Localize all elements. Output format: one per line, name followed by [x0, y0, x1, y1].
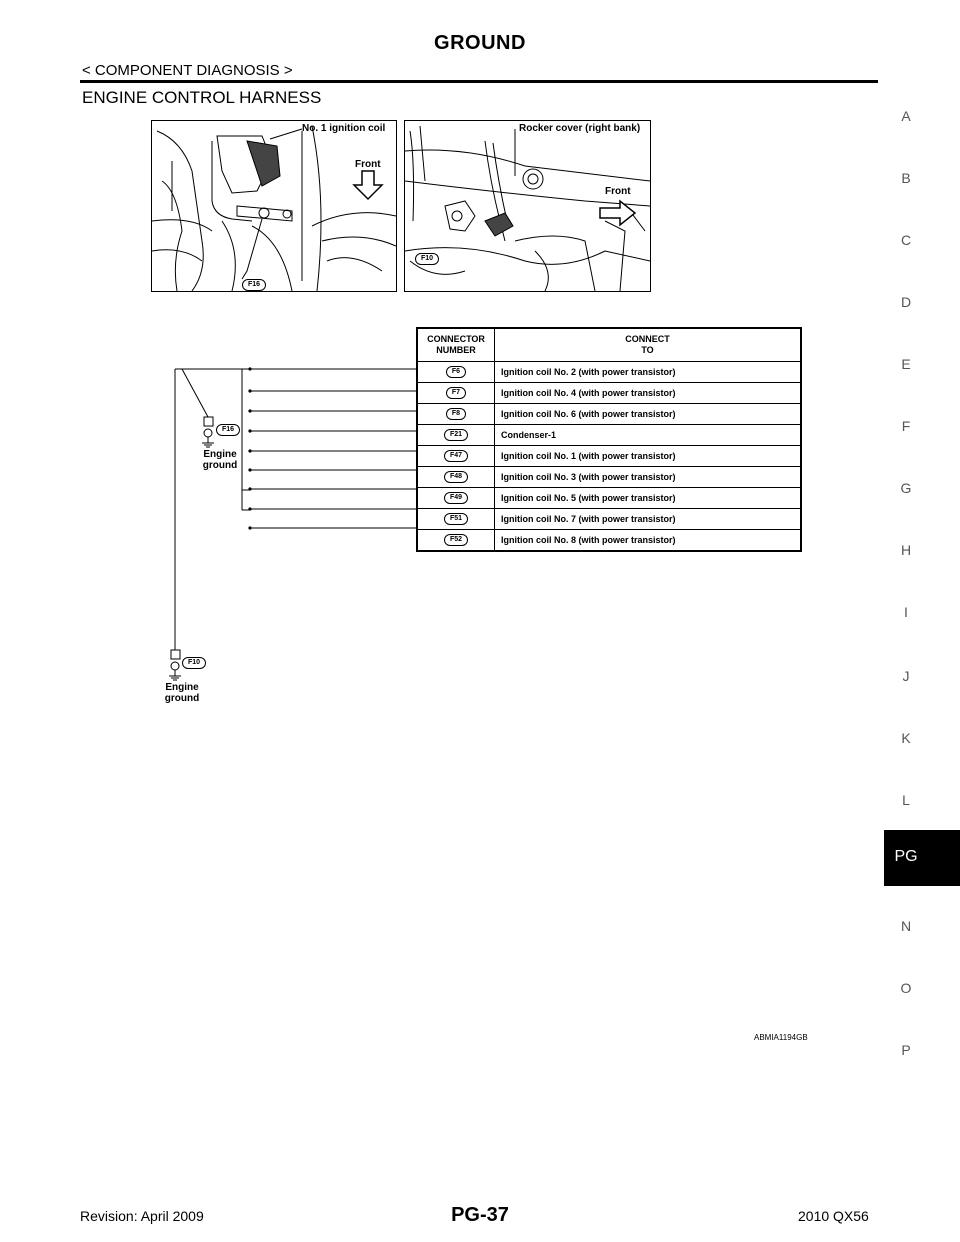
side-index-letter[interactable]: C	[900, 232, 912, 248]
connector-tag: F6	[446, 366, 466, 378]
ground-symbol-f10	[169, 650, 181, 680]
side-index-letter[interactable]: G	[900, 480, 912, 496]
connector-tag: F49	[444, 492, 468, 504]
callout-label: Rocker cover (right bank)	[519, 123, 641, 134]
side-index-letter[interactable]: K	[901, 730, 911, 746]
page-title: GROUND	[434, 32, 526, 54]
engine-illustration-right	[405, 121, 650, 291]
ground-wiring-diagram	[150, 355, 420, 685]
header-rule	[80, 80, 878, 83]
table-row	[418, 487, 800, 508]
ground-symbol-f16	[202, 417, 214, 447]
table-row	[418, 508, 800, 529]
connector-tag: F52	[444, 534, 468, 546]
connector-tag: F51	[444, 513, 468, 525]
connector-tag: F7	[446, 387, 466, 399]
connect-to-cell: Ignition coil No. 1 (with power transistor)	[501, 451, 676, 461]
engine-photo-left	[151, 120, 397, 292]
connect-to-cell: Ignition coil No. 3 (with power transistor)	[501, 472, 676, 482]
table-row	[418, 424, 800, 445]
revision-date: Revision: April 2009	[80, 1208, 204, 1224]
figure-code: ABMIA1194GB	[754, 1033, 808, 1042]
side-index-letter[interactable]: J	[902, 668, 910, 684]
ground-label: Engine ground	[202, 449, 238, 471]
side-index-letter[interactable]: I	[904, 604, 908, 620]
ground-connector-tag: F10	[182, 651, 206, 669]
table-row	[418, 529, 800, 550]
connect-to-cell: Ignition coil No. 5 (with power transistor)	[501, 493, 676, 503]
side-index-letter[interactable]: D	[900, 294, 912, 310]
connect-to-cell: Ignition coil No. 7 (with power transistor)	[501, 514, 676, 524]
connector-table	[416, 327, 802, 552]
table-row	[418, 445, 800, 466]
column-header-connector: CONNECTOR NUMBER	[418, 329, 495, 361]
connect-to-cell: Ignition coil No. 6 (with power transistor)	[501, 409, 676, 419]
table-header-row	[418, 329, 800, 361]
side-index-letter[interactable]: H	[900, 542, 912, 558]
front-label: Front	[605, 186, 631, 197]
connect-to-cell: Ignition coil No. 4 (with power transistor)	[501, 388, 676, 398]
side-index-letter[interactable]: P	[901, 1042, 911, 1058]
section-title: ENGINE CONTROL HARNESS	[82, 88, 322, 107]
connector-tag: F8	[446, 408, 466, 420]
side-index-letter[interactable]: O	[900, 980, 912, 996]
callout-label: No. 1 ignition coil	[302, 123, 386, 134]
breadcrumb: < COMPONENT DIAGNOSIS >	[82, 62, 293, 79]
side-index-letter[interactable]: N	[900, 918, 912, 934]
connect-to-cell: Ignition coil No. 2 (with power transistor)	[501, 367, 676, 377]
side-index-active-tab[interactable]: PG	[884, 830, 960, 886]
column-header-connect-to: CONNECT TO	[625, 334, 670, 355]
connect-to-cell: Condenser-1	[501, 430, 557, 440]
table-row	[418, 361, 800, 382]
connector-tag: F48	[444, 471, 468, 483]
connector-tag: F21	[444, 429, 468, 441]
table-row	[418, 466, 800, 487]
engine-illustration-left	[152, 121, 396, 291]
ground-label: Engine ground	[164, 682, 200, 704]
table-row	[418, 382, 800, 403]
engine-photo-right	[404, 120, 651, 292]
side-index-letter[interactable]: B	[901, 170, 911, 186]
table-row	[418, 403, 800, 424]
connector-tag: F16	[242, 273, 266, 291]
page-number: PG-37	[451, 1204, 509, 1226]
side-index-letter[interactable]: F	[901, 418, 911, 434]
connector-tag: F10	[415, 247, 439, 265]
connect-to-cell: Ignition coil No. 8 (with power transistor)	[501, 535, 676, 545]
side-index-letter[interactable]: E	[901, 356, 911, 372]
side-index	[884, 0, 960, 1242]
side-index-letter[interactable]: A	[901, 108, 911, 124]
ground-connector-tag: F16	[216, 418, 240, 436]
model-year: 2010 QX56	[798, 1208, 869, 1224]
side-index-letter[interactable]: L	[902, 792, 910, 808]
front-label: Front	[355, 159, 381, 170]
connector-tag: F47	[444, 450, 468, 462]
